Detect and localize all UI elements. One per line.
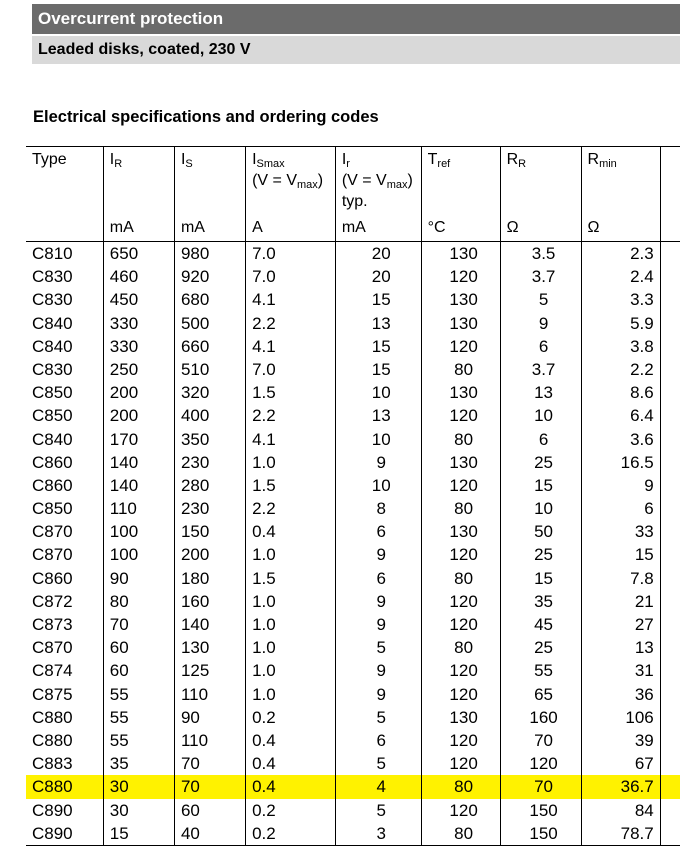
cell-rr: 25 [500, 636, 581, 659]
cell-is: 70 [174, 752, 245, 775]
cell-ismax: 0.4 [246, 775, 336, 798]
cell-tref: 120 [421, 590, 500, 613]
cell-ir: 30 [103, 775, 174, 798]
cell-irr: 3 [335, 822, 421, 846]
cell-rr: 65 [500, 683, 581, 706]
cell-ir: 450 [103, 288, 174, 311]
cell-tref: 130 [421, 312, 500, 335]
cell-tref: 130 [421, 288, 500, 311]
cell-cut [660, 520, 680, 543]
table-row [26, 358, 680, 381]
cell-is: 160 [174, 590, 245, 613]
cell-rmin: 6 [581, 497, 660, 520]
cell-rmin: 27 [581, 613, 660, 636]
cell-rmin: 9 [581, 474, 660, 497]
col-header-irr: $I_r$ $(V = V_{max})$ typ. [335, 147, 421, 215]
cell-ismax: 1.0 [246, 543, 336, 566]
table-row [26, 451, 680, 474]
cell-type: C850 [32, 383, 73, 403]
cell-cut [660, 636, 680, 659]
cell-tref: 130 [421, 381, 500, 404]
cell-cut [660, 683, 680, 706]
header-row [26, 147, 680, 215]
cell-rmin: 3.8 [581, 335, 660, 358]
cell-ismax: 1.0 [246, 659, 336, 682]
cell-tref: 130 [421, 451, 500, 474]
cell-cut [660, 404, 680, 427]
cell-irr: 9 [335, 613, 421, 636]
table-row [26, 312, 680, 335]
table-row [26, 567, 680, 590]
cell-rr: 10 [500, 404, 581, 427]
cell-tref: 80 [421, 428, 500, 451]
col-header-rmin: $R_{min}$ [581, 147, 660, 215]
cell-rr: 10 [500, 497, 581, 520]
table-row [26, 520, 680, 543]
cell-ismax: 0.2 [246, 706, 336, 729]
cell-type: C850 [32, 406, 73, 426]
cell-ir: 200 [103, 404, 174, 427]
cell-type: C875 [32, 684, 73, 704]
cell-ismax: 1.5 [246, 474, 336, 497]
cell-tref: 130 [421, 520, 500, 543]
cell-cut [660, 451, 680, 474]
table-row [26, 335, 680, 358]
cell-rr: 3.7 [500, 358, 581, 381]
col-header-rr: $R_R$ [500, 147, 581, 215]
table-row [26, 543, 680, 566]
unit-ir: mA [103, 214, 174, 242]
cell-type: C810 [32, 244, 73, 263]
cell-rmin: 21 [581, 590, 660, 613]
cell-ismax: 7.0 [246, 265, 336, 288]
cell-rmin: 84 [581, 799, 660, 822]
table-row [26, 404, 680, 427]
cell-type: C872 [32, 591, 73, 611]
cell-cut [660, 312, 680, 335]
cell-tref: 120 [421, 683, 500, 706]
cell-type: C840 [32, 429, 73, 449]
cell-irr: 13 [335, 312, 421, 335]
cell-irr: 8 [335, 497, 421, 520]
cell-is: 90 [174, 706, 245, 729]
cell-ir: 140 [103, 451, 174, 474]
cell-tref: 80 [421, 358, 500, 381]
cell-cut [660, 567, 680, 590]
unit-rmin: Ω [581, 214, 660, 242]
cell-is: 280 [174, 474, 245, 497]
cell-cut [660, 752, 680, 775]
cell-ir: 170 [103, 428, 174, 451]
table-row [26, 729, 680, 752]
cell-cut [660, 288, 680, 311]
cell-irr: 10 [335, 428, 421, 451]
cell-rr: 55 [500, 659, 581, 682]
cell-cut [660, 706, 680, 729]
cell-irr: 10 [335, 474, 421, 497]
table-row [26, 265, 680, 288]
cell-is: 200 [174, 543, 245, 566]
table-row [26, 775, 680, 798]
unit-is: mA [174, 214, 245, 242]
cell-rr: 13 [500, 381, 581, 404]
cell-type: C880 [32, 730, 73, 750]
cell-rr: 25 [500, 451, 581, 474]
cell-rmin: 2.4 [581, 265, 660, 288]
cell-cut [660, 428, 680, 451]
table-row [26, 590, 680, 613]
col-header-ir: $I_R$ [103, 147, 174, 215]
cell-tref: 120 [421, 335, 500, 358]
cell-irr: 20 [335, 242, 421, 266]
cell-ismax: 2.2 [246, 497, 336, 520]
cell-is: 125 [174, 659, 245, 682]
col-header-cut [660, 147, 680, 215]
cell-type: C840 [32, 313, 73, 333]
cell-rr: 150 [500, 799, 581, 822]
cell-tref: 120 [421, 729, 500, 752]
cell-ir: 55 [103, 683, 174, 706]
cell-irr: 5 [335, 636, 421, 659]
cell-cut [660, 590, 680, 613]
unit-irr: mA [335, 214, 421, 242]
unit-tref: °C [421, 214, 500, 242]
cell-ismax: 1.5 [246, 381, 336, 404]
table-row [26, 497, 680, 520]
cell-ir: 460 [103, 265, 174, 288]
cell-ismax: 4.1 [246, 335, 336, 358]
cell-rr: 150 [500, 822, 581, 846]
cell-tref: 80 [421, 636, 500, 659]
cell-cut [660, 729, 680, 752]
cell-tref: 130 [421, 706, 500, 729]
cell-rmin: 106 [581, 706, 660, 729]
cell-ir: 90 [103, 567, 174, 590]
cell-type: C840 [32, 336, 73, 356]
table-row [26, 636, 680, 659]
section-banner-title: Overcurrent protection [32, 4, 680, 34]
cell-type: C870 [32, 545, 73, 565]
cell-irr: 10 [335, 381, 421, 404]
cell-rmin: 5.9 [581, 312, 660, 335]
cell-is: 230 [174, 451, 245, 474]
cell-is: 920 [174, 265, 245, 288]
cell-rmin: 7.8 [581, 567, 660, 590]
cell-cut [660, 358, 680, 381]
cell-tref: 120 [421, 659, 500, 682]
cell-irr: 9 [335, 451, 421, 474]
cell-rmin: 39 [581, 729, 660, 752]
cell-ir: 100 [103, 520, 174, 543]
cell-irr: 5 [335, 799, 421, 822]
cell-ismax: 0.2 [246, 799, 336, 822]
cell-rr: 15 [500, 567, 581, 590]
cell-ir: 80 [103, 590, 174, 613]
table-row [26, 752, 680, 775]
cell-type: C860 [32, 452, 73, 472]
table-row [26, 799, 680, 822]
cell-rr: 3.5 [500, 242, 581, 266]
cell-type: C830 [32, 267, 73, 287]
cell-ismax: 0.4 [246, 752, 336, 775]
cell-ismax: 0.4 [246, 520, 336, 543]
cell-ismax: 4.1 [246, 288, 336, 311]
cell-rmin: 36 [581, 683, 660, 706]
unit-type [26, 214, 103, 242]
cell-ir: 110 [103, 497, 174, 520]
cell-cut [660, 497, 680, 520]
cell-is: 110 [174, 683, 245, 706]
cell-is: 680 [174, 288, 245, 311]
cell-type: C873 [32, 615, 73, 634]
cell-is: 130 [174, 636, 245, 659]
table-row [26, 242, 680, 266]
cell-ir: 35 [103, 752, 174, 775]
cell-type: C870 [32, 638, 73, 658]
cell-irr: 15 [335, 288, 421, 311]
spec-table [26, 146, 680, 846]
cell-tref: 120 [421, 799, 500, 822]
cell-type: C830 [32, 359, 73, 379]
cell-ismax: 1.0 [246, 613, 336, 636]
cell-rr: 120 [500, 752, 581, 775]
cell-cut [660, 543, 680, 566]
cell-rmin: 6.4 [581, 404, 660, 427]
cell-cut [660, 265, 680, 288]
cell-ir: 15 [103, 822, 174, 846]
cell-is: 60 [174, 799, 245, 822]
cell-ismax: 2.2 [246, 404, 336, 427]
cell-rmin: 31 [581, 659, 660, 682]
cell-rr: 35 [500, 590, 581, 613]
cell-ir: 140 [103, 474, 174, 497]
cell-ismax: 4.1 [246, 428, 336, 451]
table-row [26, 613, 680, 636]
cell-is: 320 [174, 381, 245, 404]
cell-tref: 80 [421, 822, 500, 846]
cell-rmin: 78.7 [581, 822, 660, 846]
cell-type: C890 [32, 823, 73, 843]
table-row [26, 428, 680, 451]
cell-is: 40 [174, 822, 245, 846]
cell-tref: 80 [421, 775, 500, 798]
col-header-ismax: $I_{Smax}$ $(V = V_{max})$ [246, 147, 336, 215]
cell-type: C860 [32, 568, 73, 588]
cell-irr: 5 [335, 752, 421, 775]
cell-type: C860 [32, 475, 73, 495]
col-header-tref: $T_{ref}$ [421, 147, 500, 215]
cell-ismax: 2.2 [246, 312, 336, 335]
cell-ismax: 1.0 [246, 683, 336, 706]
cell-ismax: 7.0 [246, 242, 336, 266]
cell-ir: 55 [103, 729, 174, 752]
col-header-type: Type [32, 151, 67, 168]
cell-tref: 120 [421, 543, 500, 566]
cell-is: 70 [174, 775, 245, 798]
cell-ismax: 1.0 [246, 636, 336, 659]
cell-rr: 45 [500, 613, 581, 636]
cell-irr: 15 [335, 358, 421, 381]
table-heading: Electrical specifications and ordering codes [33, 108, 379, 126]
table-row [26, 683, 680, 706]
cell-irr: 6 [335, 520, 421, 543]
cell-is: 980 [174, 242, 245, 266]
cell-cut [660, 659, 680, 682]
cell-rr: 6 [500, 335, 581, 358]
cell-tref: 130 [421, 242, 500, 266]
cell-is: 180 [174, 567, 245, 590]
cell-tref: 120 [421, 474, 500, 497]
cell-type: C850 [32, 499, 73, 519]
cell-ir: 650 [103, 242, 174, 266]
col-header-is: $I_S$ [174, 147, 245, 215]
units-row [26, 214, 680, 242]
cell-tref: 120 [421, 404, 500, 427]
table-row [26, 288, 680, 311]
cell-is: 140 [174, 613, 245, 636]
cell-tref: 120 [421, 752, 500, 775]
unit-ismax: A [246, 214, 336, 242]
cell-irr: 6 [335, 567, 421, 590]
cell-cut [660, 775, 680, 798]
cell-is: 660 [174, 335, 245, 358]
cell-ir: 55 [103, 706, 174, 729]
cell-ir: 100 [103, 543, 174, 566]
unit-cut [660, 214, 680, 242]
cell-tref: 120 [421, 265, 500, 288]
cell-irr: 13 [335, 404, 421, 427]
cell-rmin: 15 [581, 543, 660, 566]
cell-tref: 80 [421, 567, 500, 590]
cell-type: C883 [32, 754, 73, 774]
cell-tref: 120 [421, 613, 500, 636]
cell-rr: 70 [500, 729, 581, 752]
cell-ir: 70 [103, 613, 174, 636]
cell-ismax: 1.5 [246, 567, 336, 590]
table-row [26, 659, 680, 682]
cell-ismax: 0.2 [246, 822, 336, 846]
cell-rmin: 13 [581, 636, 660, 659]
cell-irr: 5 [335, 706, 421, 729]
cell-irr: 6 [335, 729, 421, 752]
cell-cut [660, 335, 680, 358]
cell-type: C880 [26, 775, 103, 798]
cell-ismax: 0.4 [246, 729, 336, 752]
cell-is: 500 [174, 312, 245, 335]
cell-ir: 200 [103, 381, 174, 404]
section-banner-subtitle: Leaded disks, coated, 230 V [32, 36, 680, 64]
cell-irr: 20 [335, 265, 421, 288]
cell-is: 150 [174, 520, 245, 543]
cell-is: 110 [174, 729, 245, 752]
cell-type: C880 [32, 707, 73, 727]
cell-rr: 25 [500, 543, 581, 566]
cell-irr: 15 [335, 335, 421, 358]
cell-irr: 4 [335, 775, 421, 798]
cell-rr: 70 [500, 775, 581, 798]
cell-is: 510 [174, 358, 245, 381]
cell-rr: 6 [500, 428, 581, 451]
cell-irr: 9 [335, 543, 421, 566]
cell-cut [660, 799, 680, 822]
cell-ir: 60 [103, 636, 174, 659]
cell-is: 400 [174, 404, 245, 427]
unit-rr: Ω [500, 214, 581, 242]
table-row [26, 381, 680, 404]
cell-rmin: 3.3 [581, 288, 660, 311]
cell-cut [660, 822, 680, 846]
cell-rr: 5 [500, 288, 581, 311]
table-row [26, 706, 680, 729]
cell-is: 350 [174, 428, 245, 451]
cell-ir: 250 [103, 358, 174, 381]
cell-cut [660, 474, 680, 497]
cell-rmin: 2.3 [581, 242, 660, 266]
cell-ir: 330 [103, 312, 174, 335]
cell-cut [660, 242, 680, 266]
cell-ir: 330 [103, 335, 174, 358]
cell-rr: 3.7 [500, 265, 581, 288]
cell-type: C870 [32, 522, 73, 542]
cell-rmin: 16.5 [581, 451, 660, 474]
cell-type: C874 [32, 661, 73, 681]
table-row [26, 474, 680, 497]
cell-cut [660, 381, 680, 404]
cell-is: 230 [174, 497, 245, 520]
cell-ismax: 1.0 [246, 451, 336, 474]
cell-type: C830 [32, 290, 73, 310]
cell-tref: 80 [421, 497, 500, 520]
cell-rmin: 3.6 [581, 428, 660, 451]
cell-rr: 160 [500, 706, 581, 729]
cell-ir: 30 [103, 799, 174, 822]
cell-ismax: 1.0 [246, 590, 336, 613]
cell-rr: 9 [500, 312, 581, 335]
cell-type: C890 [32, 800, 73, 820]
cell-rmin: 2.2 [581, 358, 660, 381]
cell-irr: 9 [335, 683, 421, 706]
cell-irr: 9 [335, 659, 421, 682]
cell-rr: 15 [500, 474, 581, 497]
cell-rmin: 36.7 [581, 775, 660, 798]
cell-rmin: 67 [581, 752, 660, 775]
cell-irr: 9 [335, 590, 421, 613]
cell-ir: 60 [103, 659, 174, 682]
table-row [26, 822, 680, 846]
cell-cut [660, 613, 680, 636]
cell-rr: 50 [500, 520, 581, 543]
cell-rmin: 8.6 [581, 381, 660, 404]
cell-ismax: 7.0 [246, 358, 336, 381]
cell-rmin: 33 [581, 520, 660, 543]
